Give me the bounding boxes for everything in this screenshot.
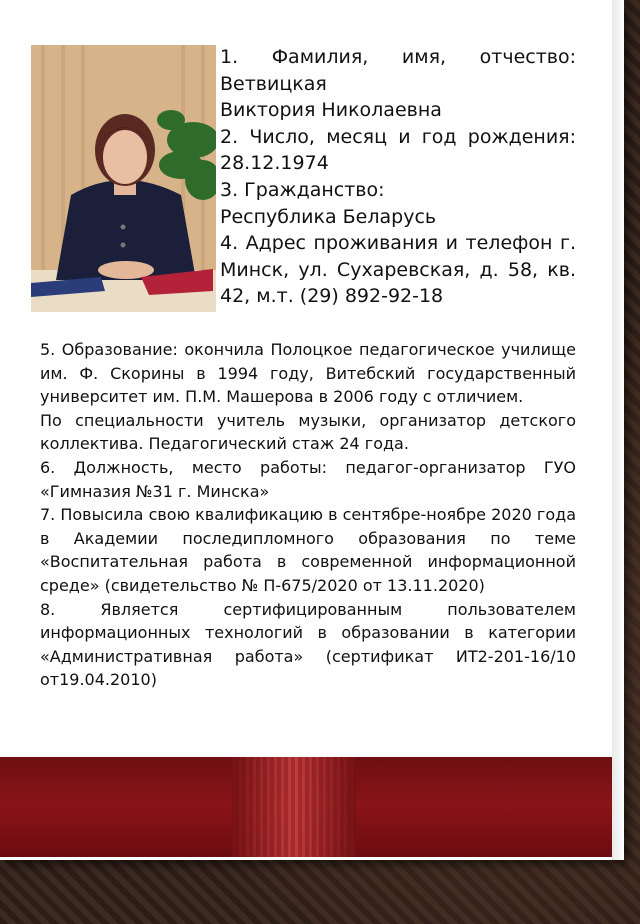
qualification-paragraph: 7. Повысила свою квалификацию в сентябре-ноябре 2020 года в Академии последипломного образования по теме «Воспитательная работа в современной информационной среде» (свидетельство № П-675/2020 от 13.11.2020) (40, 505, 576, 595)
footer-decoration (0, 757, 612, 857)
certification-paragraph: 8. Является сертифицированным пользователем информационных технологий в образовании в категории «Административная работа» (сертификат ИТ2-201-16/10 от19.04.2010) (40, 599, 576, 690)
address-phone: 4. Адрес проживания и телефон г. Минск, ул. Сухаревская, д. 58, кв. 42, м.т. (29) 892-92-18 (220, 232, 576, 308)
citizenship-value: Республика Беларусь (220, 205, 437, 228)
portrait-photo (31, 45, 216, 312)
position-paragraph: 6. Должность, место работы: педагог-организатор ГУО «Гимназия №31 г. Минска» (40, 457, 576, 501)
full-name-value: Виктория Николаевна (220, 99, 442, 122)
profile-details (40, 338, 576, 692)
citizenship-label: 3. Гражданство: (220, 178, 385, 201)
specialty-paragraph: По специальности учитель музыки, организатор детского коллектива. Педагогический стаж 24 года. (40, 410, 576, 454)
profile-summary (220, 44, 576, 310)
card-edge (612, 0, 624, 860)
footer-highlight (232, 757, 356, 857)
education-paragraph: 5. Образование: окончила Полоцкое педагогическое училище им. Ф. Скорины в 1994 году, Витебский государственный университет им. П.М. Машерова в 2006 году с отличием. (40, 340, 576, 407)
birth-date: 2. Число, месяц и год рождения: 28.12.1974 (220, 125, 576, 175)
full-name-label: 1. Фамилия, имя, отчество: Ветвицкая (220, 46, 576, 95)
